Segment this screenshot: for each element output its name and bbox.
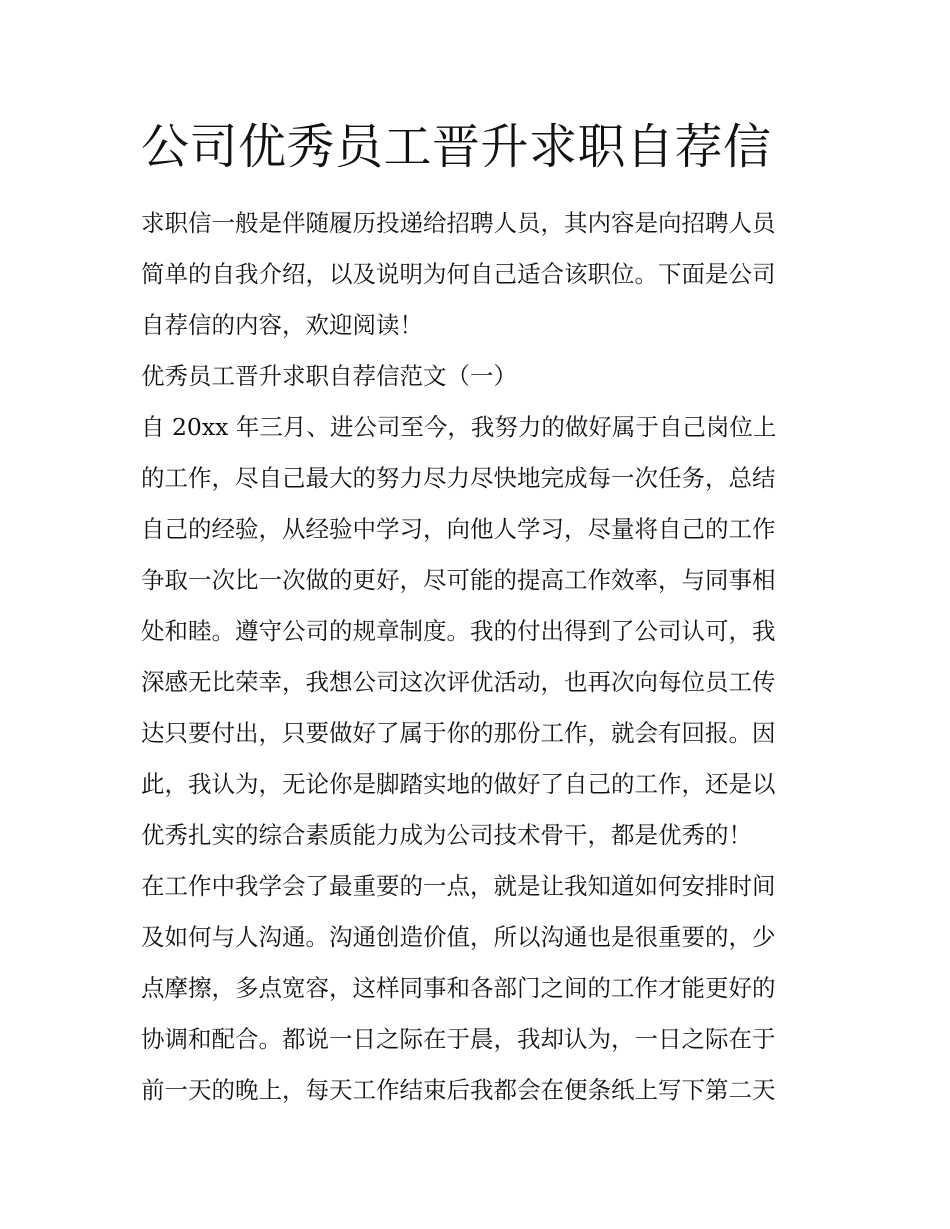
text-line: 争取一次比一次做的更好，尽可能的提高工作效率，与同事相 xyxy=(141,566,776,594)
text-line: 处和睦。遵守公司的规章制度。我的付出得到了公司认可，我 xyxy=(141,617,776,645)
text-line: 自荐信的内容，欢迎阅读！ xyxy=(141,311,423,339)
text-line: 协调和配合。都说一日之际在于晨，我却认为，一日之际在于 xyxy=(141,1025,776,1053)
text-line: 简单的自我介绍，以及说明为何自己适合该职位。下面是公司 xyxy=(141,260,776,288)
text-line: 及如何与人沟通。沟通创造价值，所以沟通也是很重要的，少 xyxy=(141,923,776,951)
section-heading: 优秀员工晋升求职自荐信范文（一） xyxy=(141,362,517,390)
document-body xyxy=(141,198,821,1116)
text-line: 前一天的晚上，每天工作结束后我都会在便条纸上写下第二天 xyxy=(141,1076,776,1104)
text-line: 达只要付出，只要做好了属于你的那份工作，就会有回报。因 xyxy=(141,719,776,747)
text-line: 此，我认为，无论你是脚踏实地的做好了自己的工作，还是以 xyxy=(141,770,776,798)
text-line: 在工作中我学会了最重要的一点，就是让我知道如何安排时间 xyxy=(141,872,776,900)
text-line: 自 20xx 年三月、进公司至今，我努力的做好属于自己岗位上 xyxy=(141,413,777,441)
text-line: 优秀扎实的综合素质能力成为公司技术骨干，都是优秀的！ xyxy=(141,821,752,849)
text-line: 深感无比荣幸，我想公司这次评优活动，也再次向每位员工传 xyxy=(141,668,776,696)
document-title: 公司优秀员工晋升求职自荐信 xyxy=(141,119,772,175)
text-line: 的工作，尽自己最大的努力尽力尽快地完成每一次任务，总结 xyxy=(141,464,776,492)
text-line: 点摩擦，多点宽容，这样同事和各部门之间的工作才能更好的 xyxy=(141,974,776,1002)
text-line: 求职信一般是伴随履历投递给招聘人员，其内容是向招聘人员 xyxy=(141,209,776,237)
text-line: 自己的经验，从经验中学习，向他人学习，尽量将自己的工作 xyxy=(141,515,776,543)
